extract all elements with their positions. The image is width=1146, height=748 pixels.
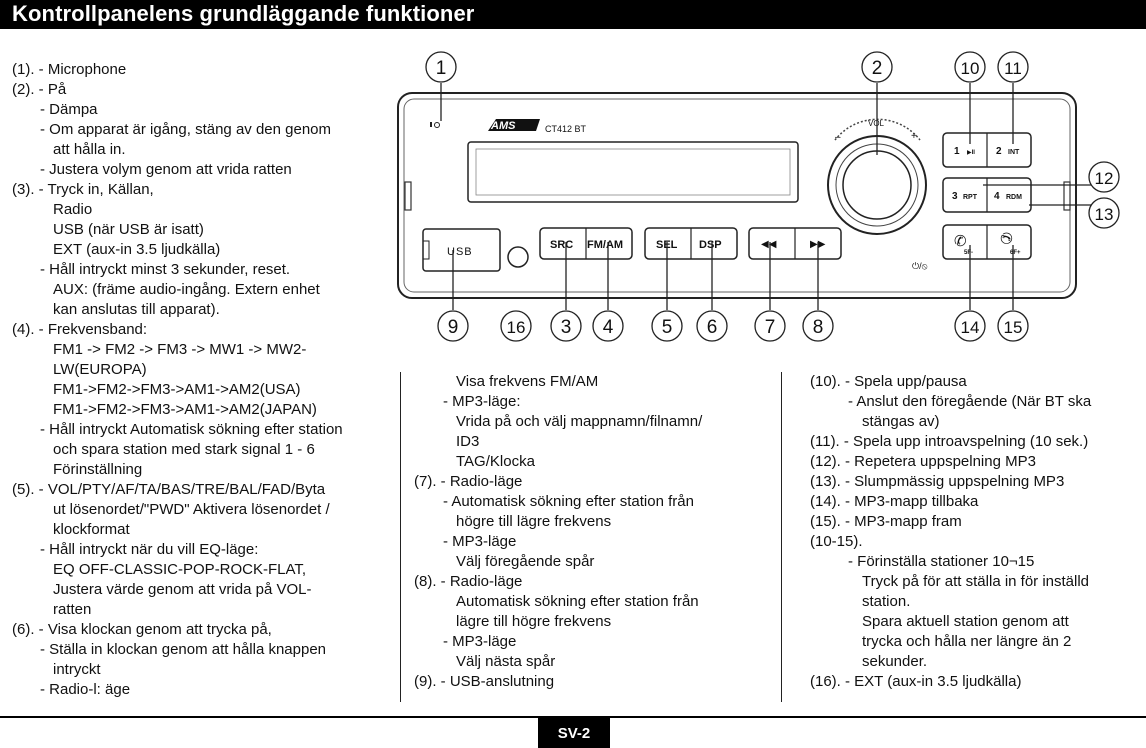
list-item: (6). - Visa klockan genom att trycka på, xyxy=(12,621,272,638)
list-item: klockformat xyxy=(53,521,130,538)
column-divider xyxy=(400,372,401,702)
callout-8 xyxy=(803,311,833,341)
list-item: att hålla in. xyxy=(53,141,126,158)
callout-3 xyxy=(551,311,581,341)
power-mute-icon: ⏻/⦸ xyxy=(912,261,928,271)
callout-4 xyxy=(593,311,623,341)
button-2-sub: INT xyxy=(1008,149,1020,156)
list-item: - MP3-läge xyxy=(443,633,517,650)
vol-plus-label: + xyxy=(911,131,917,142)
list-item: (10-15). xyxy=(810,533,863,550)
callout-2 xyxy=(862,52,892,82)
callout-14 xyxy=(955,311,985,341)
svg-text:4: 4 xyxy=(602,317,614,338)
right-column xyxy=(810,372,1091,692)
diagram-svg xyxy=(380,45,1120,350)
list-item: Tryck på för att ställa in för inställd xyxy=(862,573,1090,590)
button-4-number: 4 xyxy=(994,191,1000,202)
list-item: - Automatisk sökning efter station från xyxy=(443,493,694,510)
list-item: - Håll intryckt Automatisk sökning efter station xyxy=(40,421,343,438)
list-item: Välj nästa spår xyxy=(456,653,556,670)
list-item: - Förinställa stationer 10¬15 xyxy=(848,553,1035,570)
list-item: FM1 -> FM2 -> FM3 -> MW1 -> MW2- xyxy=(53,341,307,358)
list-item: stängas av) xyxy=(862,413,940,430)
title-bar xyxy=(0,0,1146,29)
list-item: (11). - Spela upp introavspelning (10 sek.) xyxy=(810,433,1089,450)
middle-column xyxy=(414,372,702,692)
list-item: - Anslut den föregående (När BT ska xyxy=(848,393,1092,410)
svg-text:3: 3 xyxy=(560,317,572,338)
play-pause-icon: ▶II xyxy=(967,150,975,156)
list-item: högre till lägre frekvens xyxy=(456,513,612,530)
list-item: - Justera volym genom att vrida ratten xyxy=(40,161,292,178)
list-item: - MP3-läge: xyxy=(443,393,521,410)
svg-text:1: 1 xyxy=(435,58,447,79)
svg-text:16: 16 xyxy=(506,318,526,337)
list-item: Spara aktuell station genom att xyxy=(862,613,1069,630)
svg-text:7: 7 xyxy=(764,317,776,338)
svg-text:2: 2 xyxy=(871,58,883,79)
microphone-icon xyxy=(430,122,440,128)
list-item: - Dämpa xyxy=(40,101,98,118)
vol-label: VOL xyxy=(868,119,885,128)
lcd-display xyxy=(468,142,798,202)
button-1-number: 1 xyxy=(954,146,960,157)
list-item: sekunder. xyxy=(862,653,928,670)
preset-buttons-top xyxy=(943,133,1031,167)
list-item: (5). - VOL/PTY/AF/TA/BAS/TRE/BAL/FAD/Byta xyxy=(12,481,326,498)
svg-text:10: 10 xyxy=(960,59,980,78)
preset-buttons-bottom xyxy=(943,225,1031,259)
list-item: - Håll intryckt när du vill EQ-läge: xyxy=(40,541,259,558)
sel-dsp-buttons xyxy=(645,228,737,259)
list-item: Förinställning xyxy=(53,461,143,478)
callout-5 xyxy=(652,311,682,341)
svg-text:11: 11 xyxy=(1004,59,1022,78)
list-item: trycka och hålla ner längre än 2 xyxy=(862,633,1072,650)
list-item: EQ OFF-CLASSIC-POP-ROCK-FLAT, xyxy=(53,561,307,578)
list-item: Välj föregående spår xyxy=(456,553,595,570)
control-panel-diagram xyxy=(380,45,1120,350)
callout-10 xyxy=(955,52,985,82)
svg-text:AMS: AMS xyxy=(491,120,516,132)
page-title: Kontrollpanelens grundläggande funktioner xyxy=(12,1,475,26)
list-item: ut lösenordet/"PWD" Aktivera lösenordet / xyxy=(53,501,330,518)
button-3-sub: RPT xyxy=(963,194,977,201)
svg-text:14: 14 xyxy=(960,318,980,337)
list-item: och spara station med stark signal 1 - 6 xyxy=(53,441,315,458)
svg-text:15: 15 xyxy=(1003,318,1023,337)
button-6-sub: 6F+ xyxy=(1010,250,1021,256)
callout-16 xyxy=(501,311,531,341)
callout-11 xyxy=(998,52,1028,82)
list-item: Vrida på och välj mappnamn/filnamn/ xyxy=(456,413,703,430)
seek-forward-icon: ▶▶ xyxy=(810,239,826,250)
list-item: (2). - På xyxy=(12,81,67,98)
usb-label: USB xyxy=(447,246,473,258)
column-divider xyxy=(781,372,782,702)
list-item: - Ställa in klockan genom att hålla knappen xyxy=(40,641,327,658)
phone-hangup-icon: ✆ xyxy=(997,232,1014,245)
right-slot xyxy=(1064,182,1070,210)
list-item: (3). - Tryck in, Källan, xyxy=(12,181,154,198)
vol-minus-label: – xyxy=(835,132,841,143)
left-column xyxy=(12,60,343,700)
svg-text:13: 13 xyxy=(1094,205,1114,224)
page-number-badge: SV-2 xyxy=(538,718,610,748)
list-item: (16). - EXT (aux-in 3.5 ljudkälla) xyxy=(810,673,1022,690)
list-item: lägre till högre frekvens xyxy=(456,613,612,630)
button-3-number: 3 xyxy=(952,191,958,202)
lcd-display-inner xyxy=(476,149,790,195)
model-label: CT412 BT xyxy=(545,124,587,134)
list-item: Visa frekvens FM/AM xyxy=(456,373,599,390)
list-item: (9). - USB-anslutning xyxy=(414,673,555,690)
list-item: AUX: (främe audio-ingång. Extern enhet xyxy=(53,281,320,298)
list-item: (8). - Radio-läge xyxy=(414,573,523,590)
list-item: ratten xyxy=(53,601,92,618)
list-item: (7). - Radio-läge xyxy=(414,473,523,490)
list-item: - MP3-läge xyxy=(443,533,517,550)
list-item: Automatisk sökning efter station från xyxy=(456,593,699,610)
callout-1 xyxy=(426,52,456,82)
src-button: SRC xyxy=(550,239,574,251)
button-5-sub: 5F- xyxy=(964,250,973,256)
list-item: LW(EUROPA) xyxy=(53,361,147,378)
usb-port xyxy=(423,229,500,271)
fmam-button: FM/AM xyxy=(587,239,624,251)
list-item: Justera värde genom att vrida på VOL- xyxy=(53,581,312,598)
list-item: (1). - Microphone xyxy=(12,61,127,78)
svg-text:5: 5 xyxy=(661,317,673,338)
list-item: Radio xyxy=(53,201,93,218)
list-item: intryckt xyxy=(53,661,101,678)
list-item: (4). - Frekvensband: xyxy=(12,321,148,338)
list-item: - Radio-l: äge xyxy=(40,681,131,698)
list-item: (13). - Slumpmässig uppspelning MP3 xyxy=(810,473,1065,490)
list-item: - Om apparat är igång, stäng av den genom xyxy=(40,121,332,138)
svg-text:12: 12 xyxy=(1094,169,1114,188)
seek-back-icon: ◀◀ xyxy=(761,239,777,250)
seek-buttons xyxy=(749,228,841,259)
sel-button: SEL xyxy=(656,239,678,251)
list-item: (12). - Repetera uppspelning MP3 xyxy=(810,453,1036,470)
list-item: EXT (aux-in 3.5 ljudkälla) xyxy=(53,241,221,258)
list-item: FM1->FM2->FM3->AM1->AM2(USA) xyxy=(53,381,301,398)
phone-answer-icon: ✆ xyxy=(954,233,967,250)
brand-logo xyxy=(488,119,540,132)
aux-jack xyxy=(508,247,528,267)
list-item: kan anslutas till apparat). xyxy=(53,301,220,318)
callout-9 xyxy=(438,311,468,341)
callout-7 xyxy=(755,311,785,341)
svg-text:6: 6 xyxy=(706,317,718,338)
list-item: (10). - Spela upp/pausa xyxy=(810,373,967,390)
left-slot xyxy=(405,182,411,210)
list-item: FM1->FM2->FM3->AM1->AM2(JAPAN) xyxy=(53,401,317,418)
list-item: (15). - MP3-mapp fram xyxy=(810,513,962,530)
svg-text:9: 9 xyxy=(447,317,459,338)
callout-6 xyxy=(697,311,727,341)
src-fmam-buttons xyxy=(540,228,632,259)
list-item: TAG/Klocka xyxy=(456,453,535,470)
list-item: (14). - MP3-mapp tillbaka xyxy=(810,493,979,510)
list-item: USB (när USB är isatt) xyxy=(53,221,204,238)
list-item: ID3 xyxy=(456,433,480,450)
button-2-number: 2 xyxy=(996,146,1002,157)
list-item: - Håll intryckt minst 3 sekunder, reset. xyxy=(40,261,291,278)
list-item: station. xyxy=(862,593,911,610)
callout-12 xyxy=(1089,162,1119,192)
svg-text:8: 8 xyxy=(812,317,824,338)
callout-13 xyxy=(1089,198,1119,228)
callout-15 xyxy=(998,311,1028,341)
button-4-sub: RDM xyxy=(1006,194,1022,201)
preset-buttons-mid xyxy=(943,178,1031,212)
dsp-button: DSP xyxy=(699,239,722,251)
